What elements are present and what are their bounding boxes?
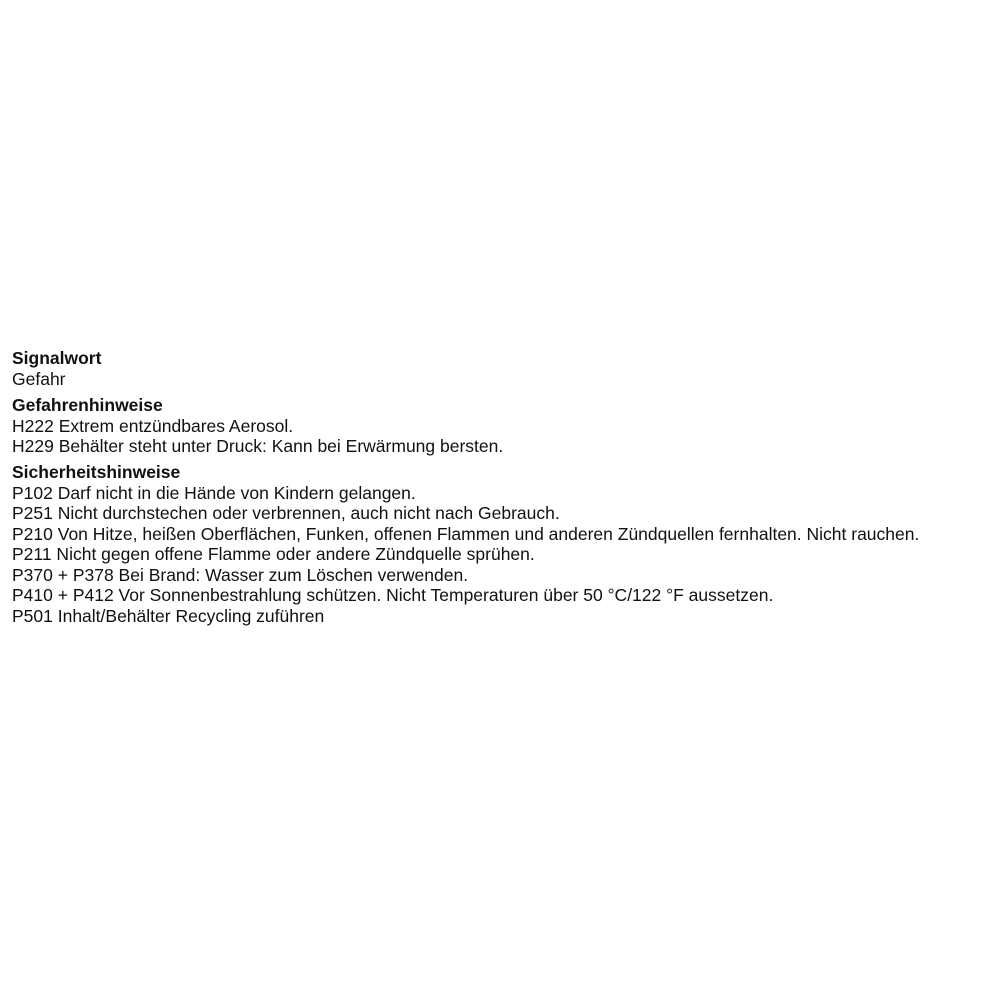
hazard-statements-section [12,395,994,457]
precautionary-statement: P370 + P378 Bei Brand: Wasser zum Löschen verwenden. [12,564,469,585]
precautionary-statement: P102 Darf nicht in die Hände von Kindern gelangen. [12,482,416,503]
signal-word-heading: Signalwort [12,348,102,368]
hazard-statement: H229 Behälter steht unter Druck: Kann bei Erwärmung bersten. [12,436,504,456]
precautionary-statement: P410 + P412 Vor Sonnenbestrahlung schützen. Nicht Temperaturen über 50 °C/122 °F aussetzen. [12,585,774,605]
precautionary-statement: P211 Nicht gegen offene Flamme oder andere Zündquelle sprühen. [12,544,535,564]
precautionary-statement: P210 Von Hitze, heißen Oberflächen, Funken, offenen Flammen und anderen Zündquellen fernhalten. Nicht rauchen. [12,523,920,544]
signal-word-value: Gefahr [12,369,66,389]
hazard-label-document [12,348,994,626]
precautionary-statements-heading: Sicherheitshinweise [12,461,181,482]
signal-word-section [12,348,994,390]
precautionary-statement: P501 Inhalt/Behälter Recycling zuführen [12,605,325,626]
precautionary-statements-section [12,462,994,627]
precautionary-statements-list [12,483,994,627]
precautionary-statement: P251 Nicht durchstechen oder verbrennen, auch nicht nach Gebrauch. [12,503,560,523]
hazard-statement: H222 Extrem entzündbares Aerosol. [12,415,294,436]
hazard-statements-list [12,416,994,457]
hazard-statements-heading: Gefahrenhinweise [12,394,163,415]
